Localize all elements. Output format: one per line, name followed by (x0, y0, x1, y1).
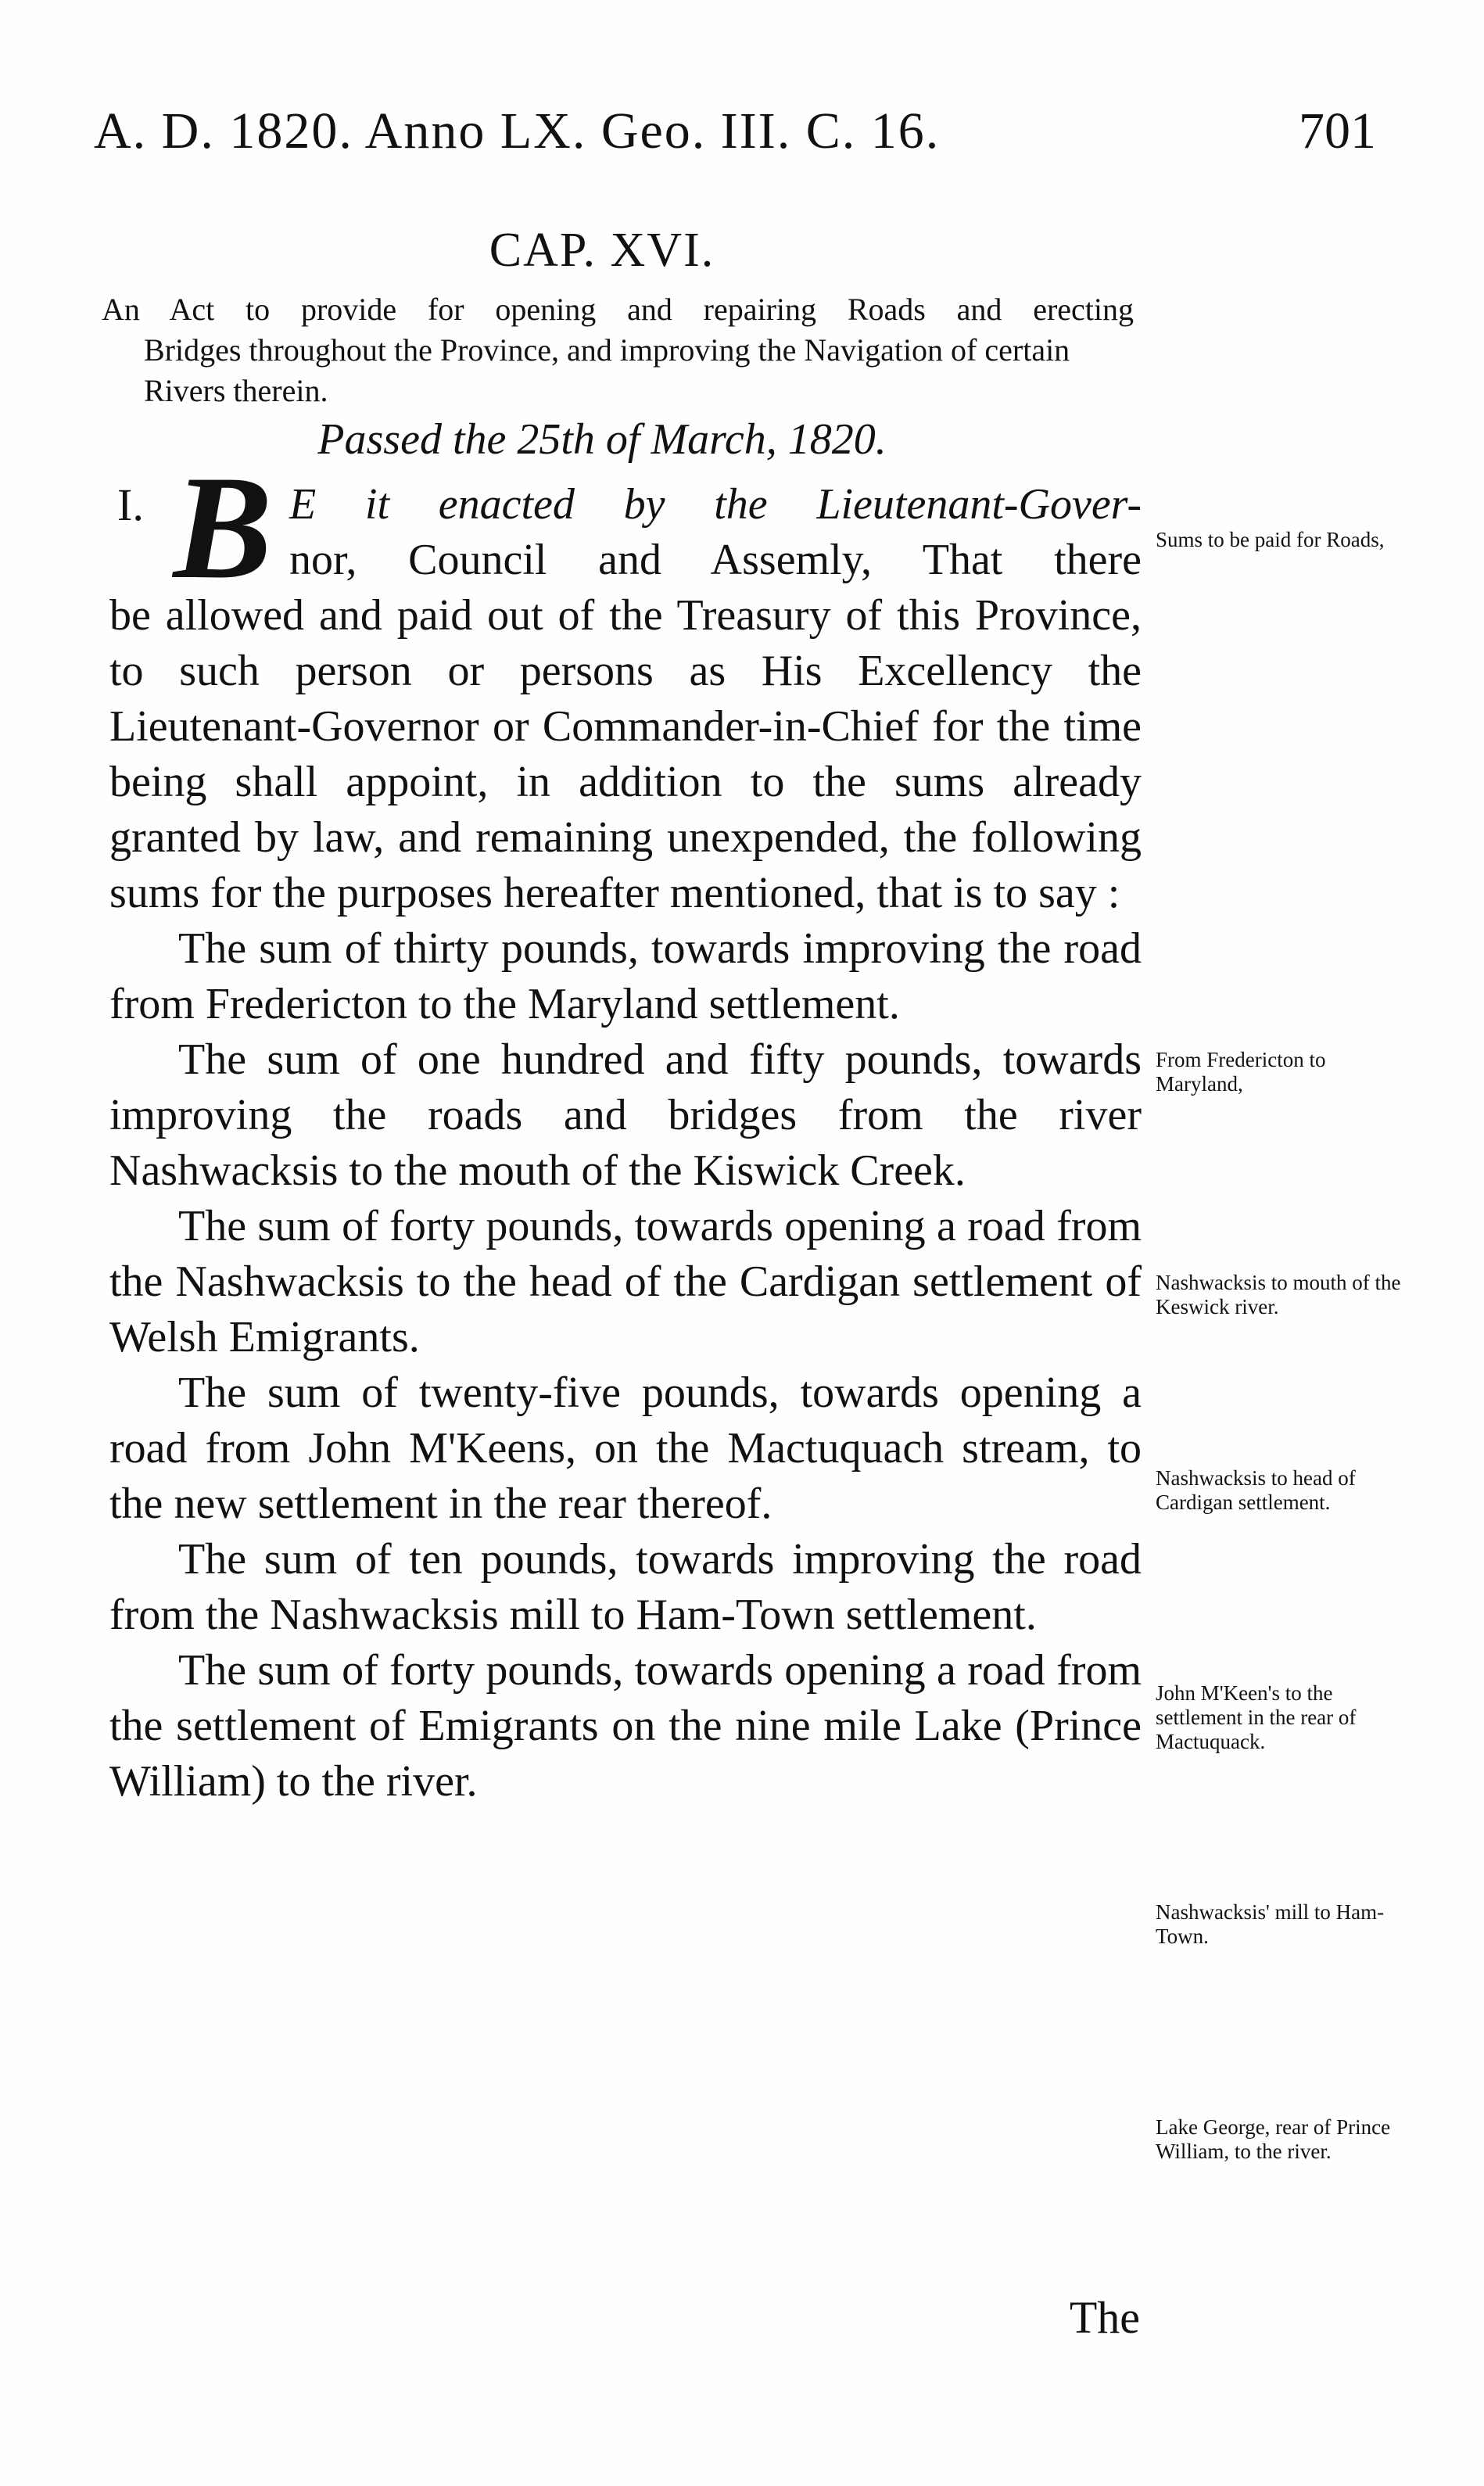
enacting-clause (109, 477, 1142, 921)
margin-note-ham-town: Nashwacksis' mill to Ham-Town. (1156, 1900, 1385, 1948)
chapter-title: CAP. XVI. (489, 224, 715, 277)
header-citation: A. D. 1820. Anno LX. Geo. III. C. 16. (94, 102, 941, 160)
margin-note-cardigan: Nashwacksis to head of Cardigan settlement. (1156, 1466, 1356, 1514)
margin-note-sums: Sums to be paid for Roads, (1156, 528, 1385, 551)
paragraph-fredericton: The sum of thirty pounds, towards improving the road from Fredericton to the Maryland settlement. (109, 924, 1142, 1028)
catchword: The (1069, 2292, 1140, 2343)
passed-date: Passed the 25th of March, 1820. (317, 415, 887, 464)
enacting-rest: be allowed and paid out of the Treasury of this Province, to such person or persons as His Excellency the Lieutenant-Governor or Commander-in-Chief for the time being shall appoint, in addition to the sums already granted by law, and remaining unexpended, the following sums for the purposes hereafter mentioned, that is to say : (109, 591, 1142, 917)
margin-note-lake-george: Lake George, rear of Prince William, to the river. (1156, 2115, 1391, 2163)
paragraph-prince-william: The sum of forty pounds, towards opening a road from the settlement of Emigrants on the nine mile Lake (Prince William) to the river. (109, 1646, 1142, 1806)
paragraph-cardigan: The sum of forty pounds, towards opening a road from the Nashwacksis to the head of the Cardigan settlement of Welsh Emigrants. (109, 1202, 1142, 1361)
page-number: 701 (1299, 102, 1376, 160)
section-number: I. (117, 479, 144, 530)
enacting-line-1: E it enacted by the Lieutenant-Gover- (289, 480, 1142, 529)
paragraph-kiswick: The sum of one hundred and fifty pounds, towards improving the roads and bridges from the river Nashwacksis to the mouth of the Kiswick Creek. (109, 1035, 1142, 1195)
margin-note-fredericton: From Fredericton to Maryland, (1156, 1048, 1326, 1096)
paragraph-mactuquach: The sum of twenty-five pounds, towards opening a road from John M'Keens, on the Mactuquach stream, to the new settlement in the rear thereof. (109, 1369, 1142, 1528)
act-title (102, 289, 1134, 411)
paragraph-ham-town: The sum of ten pounds, towards improving the road from the Nashwacksis mill to Ham-Town settlement. (109, 1535, 1142, 1639)
drop-cap: B (173, 446, 273, 610)
running-header (94, 102, 1376, 188)
enacting-line-2: nor, Council and Assemly, That there (289, 536, 1142, 584)
act-body (109, 477, 1142, 1810)
act-title-first-line: An Act to provide for opening and repairing Roads and erecting (102, 292, 1134, 327)
margin-note-keswick: Nashwacksis to mouth of the Keswick river. (1156, 1271, 1401, 1318)
act-title-rest: Bridges throughout the Province, and improving the Navigation of certain Rivers therein. (144, 332, 1070, 408)
margin-note-mactuquack: John M'Keen's to the settlement in the rear of Mactuquack. (1156, 1681, 1357, 1753)
